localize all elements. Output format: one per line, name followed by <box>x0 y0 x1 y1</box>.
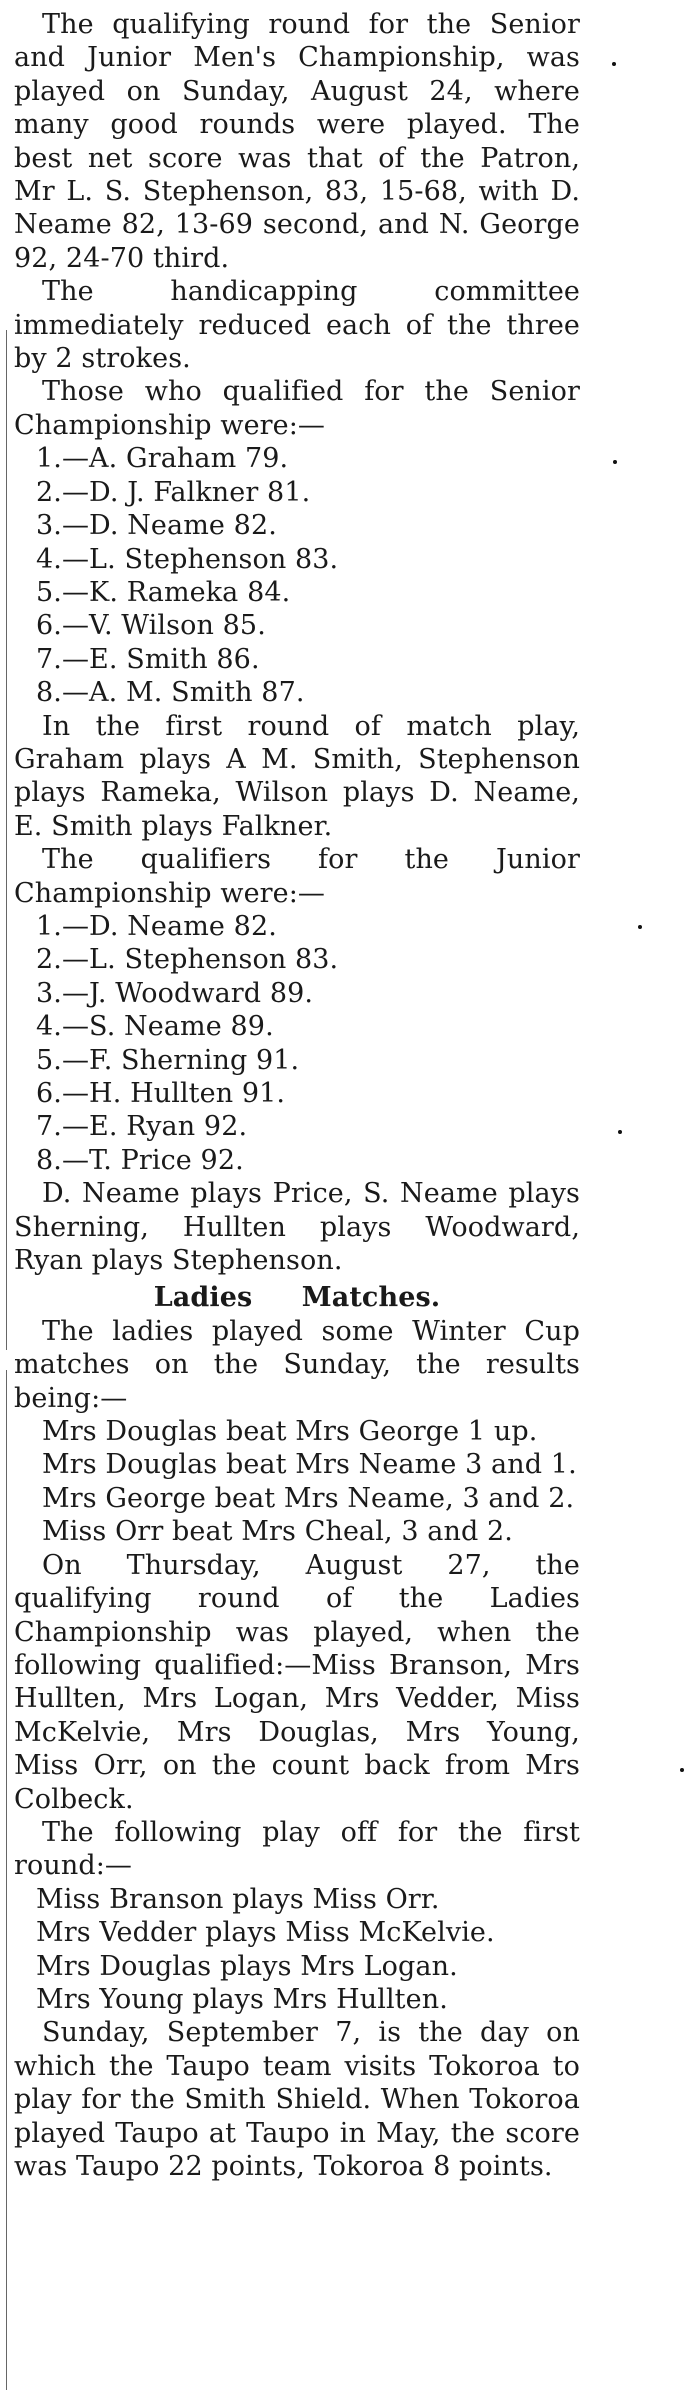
article-column <box>14 8 580 2183</box>
ladies-intro-paragraph: The ladies played some Winter Cup matches on the Sunday, the results being:— <box>14 1315 580 1414</box>
junior-qualifier: 6.—H. Hullten 91. <box>36 1078 286 1109</box>
senior-qualifier: 8.—A. M. Smith 87. <box>36 677 305 709</box>
junior-qualifier: 2.—L. Stephenson 83. <box>36 944 339 976</box>
playoff-intro-paragraph: The following play off for the first round:— <box>14 1816 580 1882</box>
junior-draw-paragraph: D. Neame plays Price, S. Neame plays Sherning, Hullten plays Woodward, Ryan plays Stephenson. <box>14 1178 580 1277</box>
junior-qualifier: 8.—T. Price 92. <box>36 1144 244 1176</box>
column-rule-bottom <box>6 1370 7 2390</box>
playoff-pair: Mrs Vedder plays Miss McKelvie. <box>36 1917 495 1949</box>
intro-paragraph: The qualifying round for the Senior and Junior Men's Championship, was played on Sunday, August 24, where many good rounds were played. The best net score was that of the Patron, Mr L. S. Stephenson, 83, 15-68, with D. Neame 82, 13-69 second, and N. George 92, 24-70 third. <box>14 9 580 274</box>
ladies-matches-heading: Ladies Matches. <box>153 1282 441 1314</box>
junior-qualifier: 4.—S. Neame 89. <box>36 1011 274 1043</box>
senior-intro-paragraph: Those who qualified for the Senior Championship were:— <box>14 376 580 441</box>
column-rule-top <box>6 330 7 1350</box>
junior-qualifier: 1.—D. Neame 82. <box>36 910 277 942</box>
senior-qualifier: 3.—D. Neame 82. <box>36 510 277 542</box>
ink-speck <box>638 925 642 929</box>
ladies-result: Mrs George beat Mrs Neame, 3 and 2. <box>42 1482 575 1514</box>
playoff-pair: Mrs Young plays Mrs Hullten. <box>36 1983 448 2015</box>
senior-qualifier: 2.—D. J. Falkner 81. <box>36 476 311 508</box>
playoff-pair: Mrs Douglas plays Mrs Logan. <box>36 1950 458 1982</box>
ladies-result: Mrs Douglas beat Mrs George 1 up. <box>42 1416 538 1448</box>
handicap-paragraph: The handicapping committee immediately reduced each of the three by 2 strokes. <box>14 276 580 375</box>
junior-intro-paragraph: The qualifiers for the Junior Championship were:— <box>14 844 580 909</box>
ladies-result: Miss Orr beat Mrs Cheal, 3 and 2. <box>42 1516 513 1548</box>
senior-qualifier: 4.—L. Stephenson 83. <box>36 543 339 575</box>
senior-qualifier: 5.—K. Rameka 84. <box>36 576 291 608</box>
senior-qualifier: 7.—E. Smith 86. <box>36 643 260 675</box>
junior-qualifier: 5.—F. Sherning 91. <box>36 1044 300 1076</box>
ink-speck <box>613 460 617 464</box>
ladies-championship-paragraph: On Thursday, August 27, the qualifying round of the Ladies Championship was played, when the following qualified:—Miss Branson, Mrs Hullten, Mrs Logan, Mrs Vedder, Miss McKelvie, Mrs Douglas, Mrs Young, Miss Orr, on the count back from Mrs Colbeck. <box>14 1549 580 1815</box>
junior-qualifier: 3.—J. Woodward 89. <box>36 977 314 1009</box>
closing-paragraph: Sunday, September 7, is the day on which the Taupo team visits Tokoroa to play for the Smith Shield. When Tokoroa played Taupo at Taupo in May, the score was Taupo 22 points, Tokoroa 8 points. <box>14 2017 580 2182</box>
ink-speck <box>680 1768 684 1772</box>
ink-speck <box>618 1130 622 1134</box>
ink-speck <box>612 62 616 66</box>
senior-draw-paragraph: In the first round of match play, Graham plays A M. Smith, Stephenson plays Rameka, Wilson plays D. Neame, E. Smith plays Falkner. <box>14 710 580 842</box>
senior-qualifier: 1.—A. Graham 79. <box>36 443 289 475</box>
ladies-result: Mrs Douglas beat Mrs Neame 3 and 1. <box>42 1449 577 1481</box>
junior-qualifier: 7.—E. Ryan 92. <box>36 1111 248 1143</box>
playoff-pair: Miss Branson plays Miss Orr. <box>36 1883 440 1915</box>
senior-qualifier: 6.—V. Wilson 85. <box>36 610 266 642</box>
